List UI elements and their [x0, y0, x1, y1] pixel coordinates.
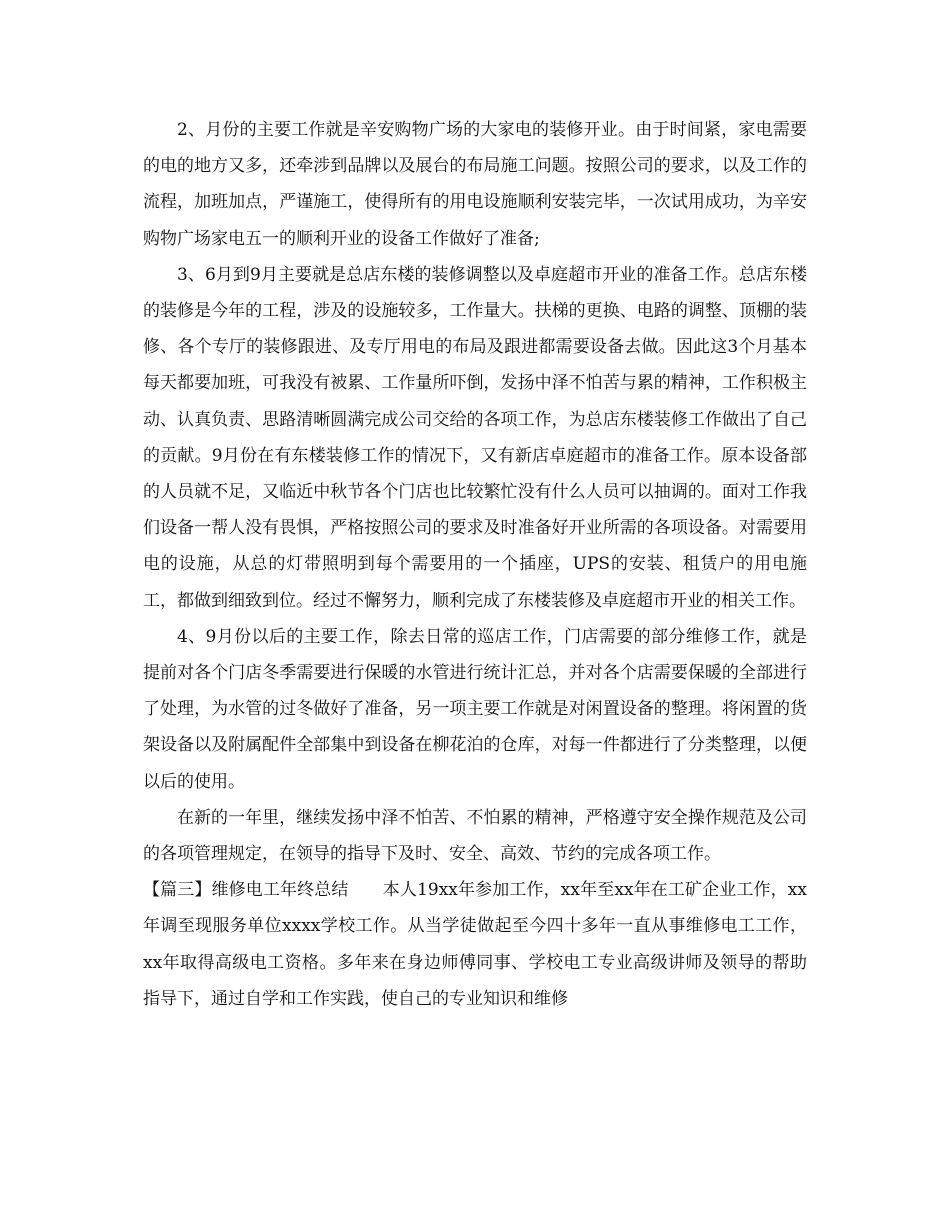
document-body	[143, 112, 807, 1017]
paragraph-new-year: 在新的一年里，继续发扬中泽不怕苦、不怕累的精神，严格遵守安全操作规范及公司的各项管理规定，在领导的指导下及时、安全、高效、节约的完成各项工作。	[143, 807, 807, 865]
paragraph-item-4: 4、9月份以后的主要工作，除去日常的巡店工作，门店需要的部分维修工作，就是提前对各个门店冬季需要进行保暖的水管进行统计汇总，并对各个店需要保暖的全部进行了处理，为水管的过冬做好了准备，另一项主要工作就是对闲置设备的整理。将闲置的货架设备以及附属配件全部集中到设备在柳花泊的仓库，对每一件都进行了分类整理，以便以后的使用。	[143, 626, 807, 792]
paragraph-item-2: 2、月份的主要工作就是辛安购物广场的大家电的装修开业。由于时间紧，家电需要的电的地方又多，还牵涉到品牌以及展台的布局施工问题。按照公司的要求，以及工作的流程，加班加点，严谨施工，使得所有的用电设施顺利安装完毕，一次试用成功，为辛安购物广场家电五一的顺利开业的设备工作做好了准备;	[143, 120, 807, 249]
paragraph-item-3: 3、6月到9月主要就是总店东楼的装修调整以及卓庭超市开业的准备工作。总店东楼的装修是今年的工程，涉及的设施较多，工作量大。扶梯的更换、电路的调整、顶棚的装修、各个专厅的装修跟进、及专厅用电的布局及跟进都需要设备去做。因此这3个月基本每天都要加班，可我没有被累、工作量所吓倒，发扬中泽不怕苦与累的精神，工作积极主动、认真负责、思路清晰圆满完成公司交给的各项工作，为总店东楼装修工作做出了自己的贡献。9月份在有东楼装修工作的情况下，又有新店卓庭超市的准备工作。原本设备部的人员就不足，又临近中秋节各个门店也比较繁忙没有什么人员可以抽调的。面对工作我们设备一帮人没有畏惧，严格按照公司的要求及时准备好开业所需的各项设备。对需要用电的设施，从总的灯带照明到每个需要用的一个插座，UPS的安装、租赁户的用电施工，都做到细致到位。经过不懈努力，顺利完成了东楼装修及卓庭超市开业的相关工作。	[143, 264, 807, 611]
paragraph-section-three: 【篇三】维修电工年终总结 本人19xx年参加工作，xx年至xx年在工矿企业工作，xx年调至现服务单位xxxx学校工作。从当学徒做起至今四十多年一直从事维修电工工作，xx年取得高级电工资格。多年来在身边师傅同事、学校电工专业高级讲师及领导的帮助指导下，通过自学和工作实践，使自己的专业知识和维修	[143, 880, 807, 1009]
